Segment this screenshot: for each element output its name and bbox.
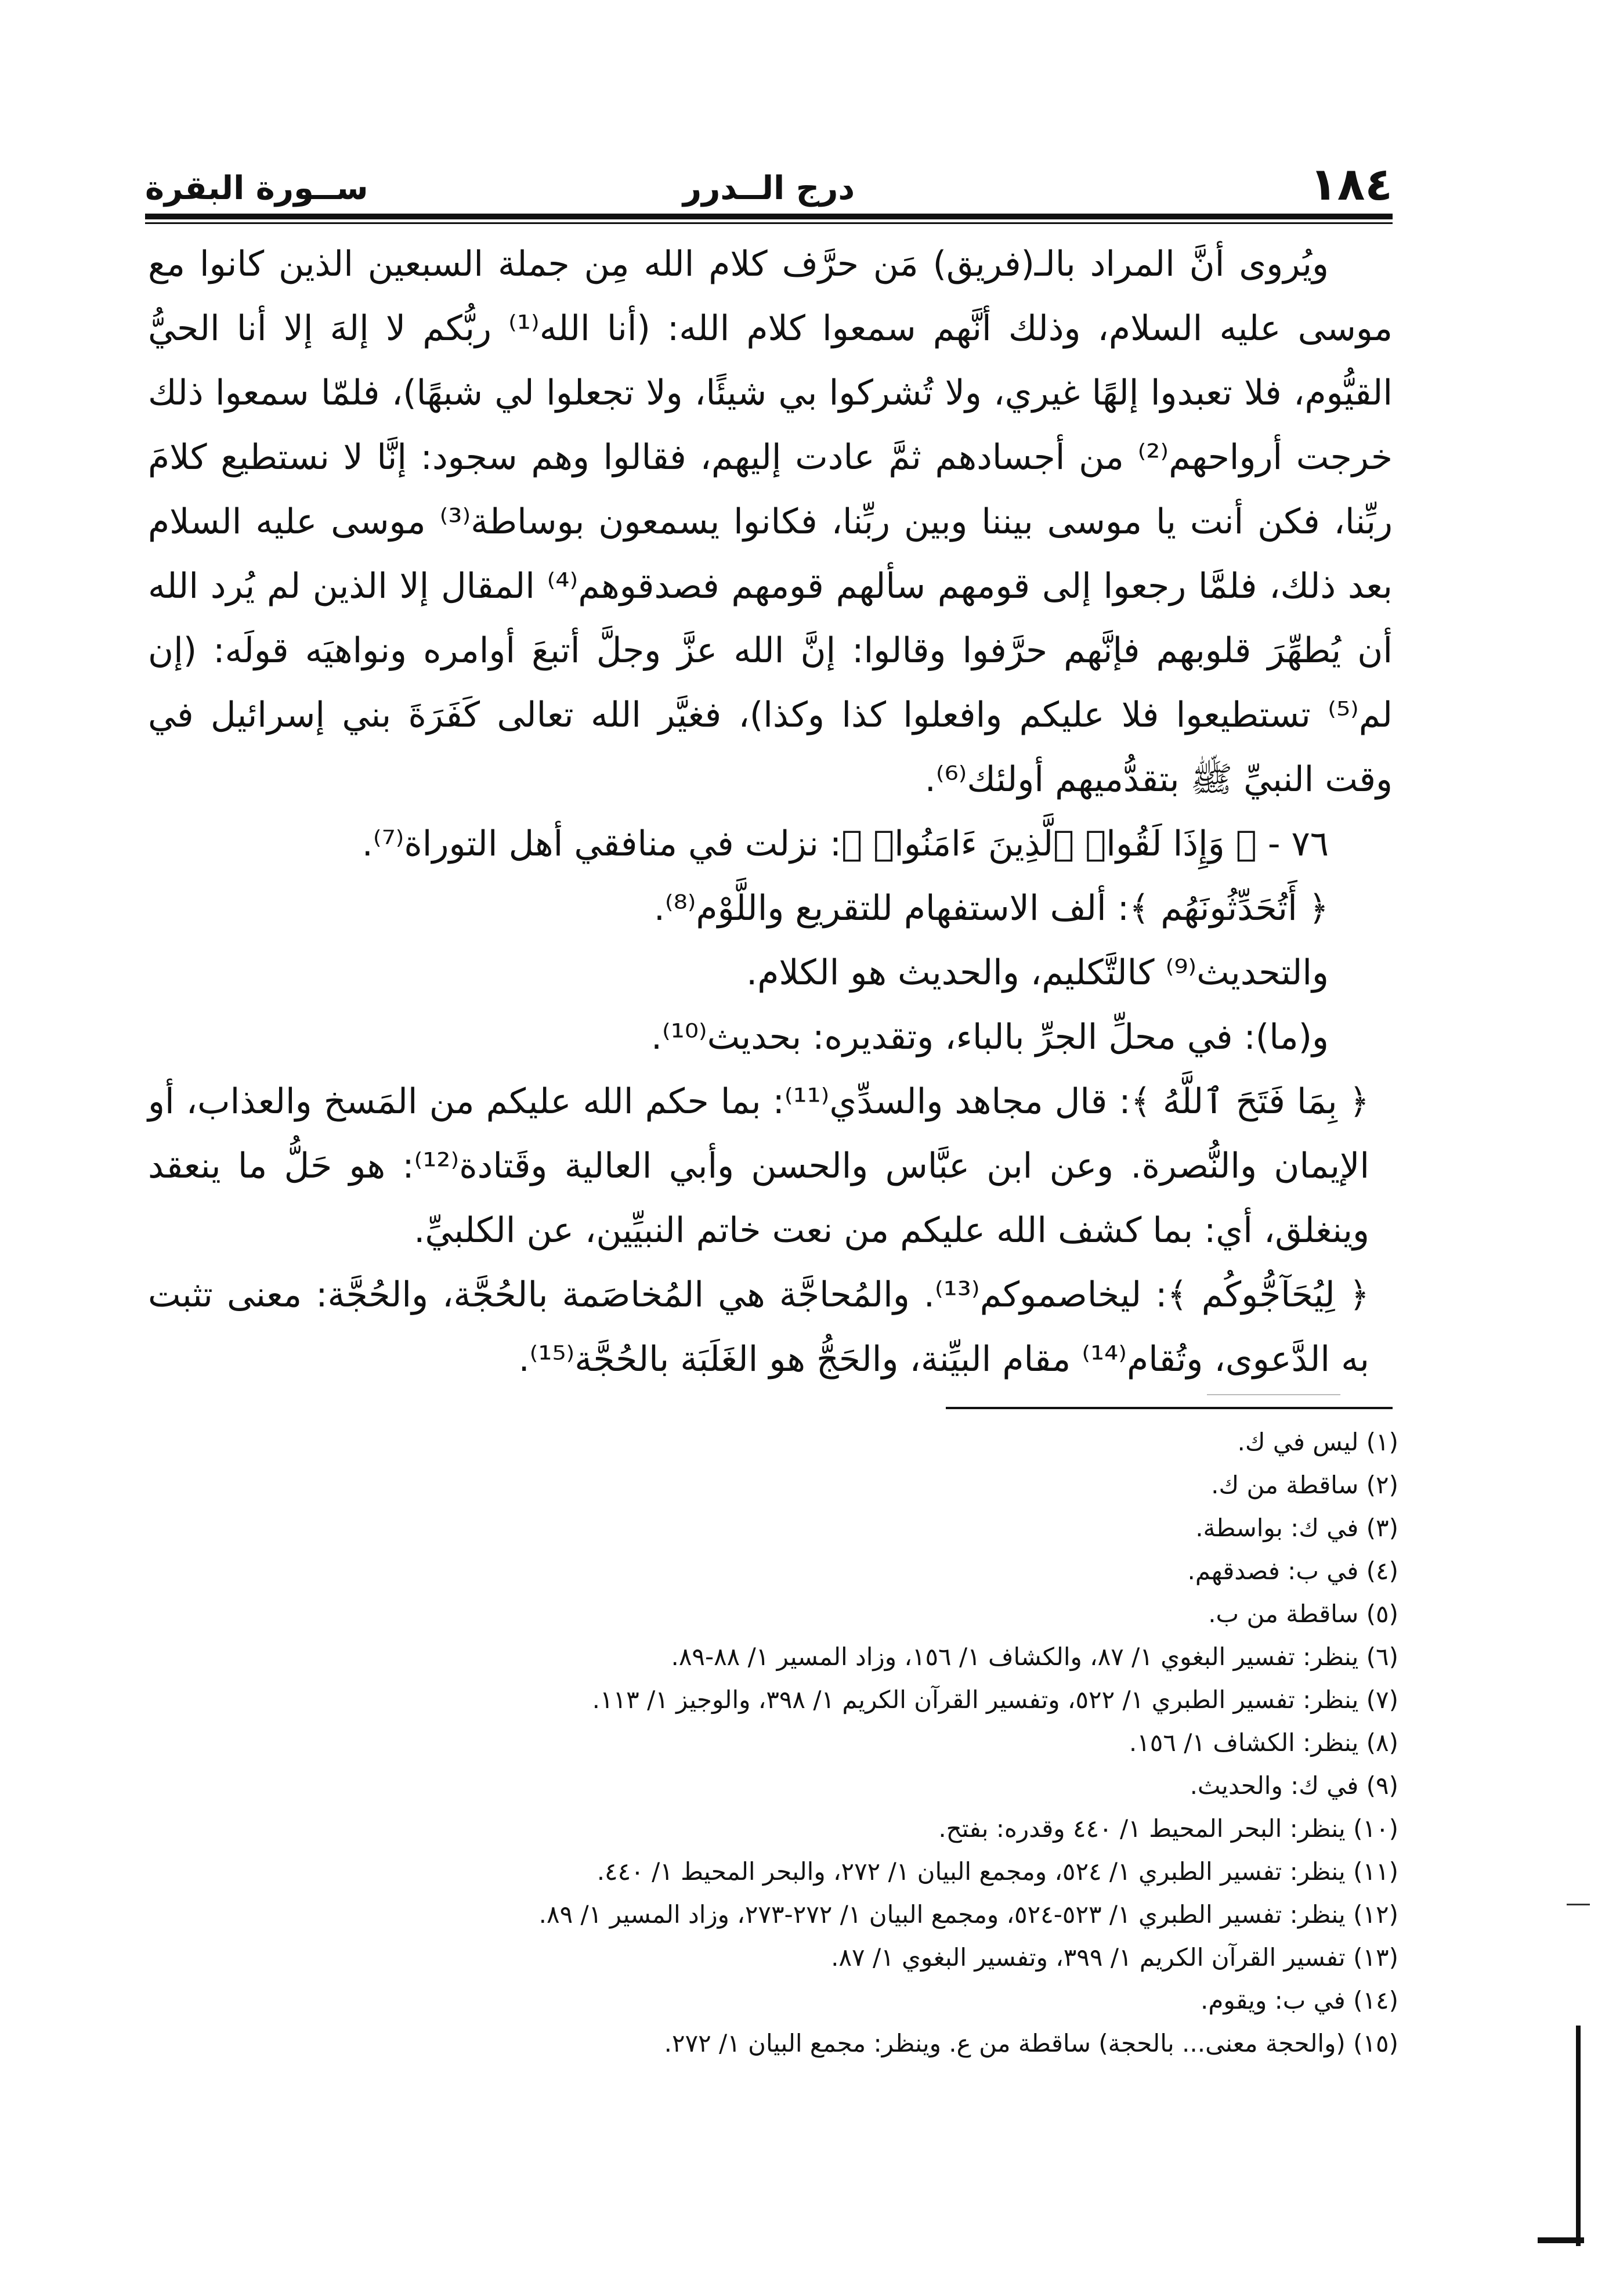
scan-edge-bar: [1576, 2026, 1581, 2246]
footnote: (٣) في ك: بواسطة.: [1195, 1514, 1398, 1542]
footnote: (٢) ساقطة من ك.: [1211, 1471, 1398, 1499]
paragraph: ويُروى أنَّ المراد بالـ(فريق) مَن حرَّف كلام الله مِن جملة السبعين الذين كانوا مع موسى عليه السلام، وذلك أنَّهم سمعوا كلام الله: (أنا الله⁽¹⁾ ربُّكم لا إلهَ إلا أنا الحيُّ القيُّوم، فلا تعبدوا إلهًا غيري، ولا تُشركوا بي شيئًا، ولا تجعلوا لي شبهًا)، فلمّا سمعوا ذلك خرجت أرواحهم⁽²⁾ من أجسادهم ثمَّ عادت إليهم، فقالوا وهم سجود: إنَّا لا نستطيع كلامَ ربِّنا، فكن أنت يا موسى بيننا وبين ربِّنا، فكانوا يسمعون بوساطة⁽³⁾ موسى عليه السلام بعد ذلك، فلمَّا رجعوا إلى قومهم سألهم قومهم فصدقوهم⁽⁴⁾ المقال إلا الذين لم يُرد الله أن يُطهِّرَ قلوبهم فإنَّهم حرَّفوا وقالوا: إنَّ الله عزَّ وجلَّ أتبعَ أوامره ونواهيَه قولَه: (إن لم⁽⁵⁾ تستطيعوا فلا عليكم وافعلوا كذا وكذا)، فغيَّر الله تعالى كَفَرَةَ بني إسرائيل في وقت النبيِّ ﷺ بتقدُّميهم أولئك⁽⁶⁾.: [148, 244, 1393, 800]
footnote: (٦) ينظر: تفسير البغوي ١/ ٨٧، والكشاف ١/ ١٥٦، وزاد المسير ١/ ٨٨-٨٩.: [671, 1642, 1398, 1671]
paragraph: ﴿ بِمَا فَتَحَ ٱللَّهُ ﴾: قال مجاهد والسدِّي⁽¹¹⁾: بما حكم الله عليكم من المَسخ والعذاب، أو الإيمان والنُّصرة. وعن ابن عبَّاس والحسن وأبي العالية وقَتادة⁽¹²⁾: هو حَلُّ ما ينعقد وينغلق، أي: بما كشف الله عليكم من نعت خاتم النبيِّين، عن الكلبيِّ.: [148, 1081, 1370, 1251]
scan-edge-mark: [1567, 1904, 1590, 1905]
footnote: (٧) ينظر: تفسير الطبري ١/ ٥٢٢، وتفسير القرآن الكريم ١/ ٣٩٨، والوجيز ١/ ١١٣.: [592, 1685, 1398, 1714]
footnote: (٥) ساقطة من ب.: [1208, 1600, 1398, 1628]
footnote: (٤) في ب: فصدقهم.: [1187, 1557, 1398, 1585]
footnote: (١٥) (والحجة معنى... بالحجة) ساقطة من ع. وينظر: مجمع البيان ١/ ٢٧٢.: [664, 2029, 1398, 2057]
verse-heading: ٧٦ - ﴿ وَإِذَا لَقُوا۟ ٱلَّذِينَ ءَامَنُوا۟ ﴾: نزلت في منافقي أهل التوراة⁽⁷⁾.: [361, 824, 1329, 864]
paragraph: ﴿ لِيُحَآجُّوكُم ﴾: ليخاصموكم⁽¹³⁾. والمُحاجَّة هي المُخاصَمة بالحُجَّة، والحُجَّة: معنى تثبت به الدَّعوى، وتُقام⁽¹⁴⁾ مقام البيِّنة، والحَجُّ هو الغَلَبَة بالحُجَّة⁽¹⁵⁾.: [148, 1275, 1369, 1380]
footnote: (١٣) تفسير القرآن الكريم ١/ ٣٩٩، وتفسير البغوي ١/ ٨٧.: [831, 1943, 1398, 1972]
footnote: (١٤) في ب: ويقوم.: [1201, 1986, 1398, 2015]
book-title: درج الــدرر: [682, 169, 855, 207]
footnote-separator-faint: [1207, 1394, 1340, 1395]
footnote: (١٢) ينظر: تفسير الطبري ١/ ٥٢٣-٥٢٤، ومجمع البيان ١/ ٢٧٢-٢٧٣، وزاد المسير ١/ ٨٩.: [538, 1900, 1398, 1929]
main-text: [148, 232, 1393, 1380]
paragraph: والتحديث⁽⁹⁾ كالتَّكليم، والحديث هو الكلام.: [746, 952, 1329, 993]
scan-edge-foot: [1538, 2237, 1584, 2243]
page-header: [145, 156, 1393, 219]
footnotes: [406, 1421, 1398, 2065]
footnote: (٨) ينظر: الكشاف ١/ ١٥٦.: [1129, 1728, 1398, 1757]
footnote: (٩) في ك: والحديث.: [1190, 1771, 1398, 1800]
header-rule: [145, 214, 1393, 219]
footnote: (١٠) ينظر: البحر المحيط ١/ ٤٤٠ وقدره: بفتح.: [938, 1814, 1398, 1843]
header-rule-thin: [145, 222, 1393, 224]
footnote: (١١) ينظر: تفسير الطبري ١/ ٥٢٤، ومجمع البيان ١/ ٢٧٢، والبحر المحيط ١/ ٤٤٠.: [596, 1857, 1398, 1886]
paragraph: و(ما): في محلِّ الجرِّ بالباء، وتقديره: بحديث⁽¹⁰⁾.: [650, 1017, 1329, 1057]
footnote: (١) ليس في ك.: [1237, 1428, 1398, 1456]
surah-title: ســورة البقرة: [145, 169, 368, 207]
page-number: ١٨٤: [1310, 158, 1393, 211]
paragraph: ﴿ أَتُحَدِّثُونَهُم ﴾: ألف الاستفهام للتقريع واللَّوْم⁽⁸⁾.: [653, 888, 1329, 929]
footnote-separator: [946, 1407, 1393, 1409]
